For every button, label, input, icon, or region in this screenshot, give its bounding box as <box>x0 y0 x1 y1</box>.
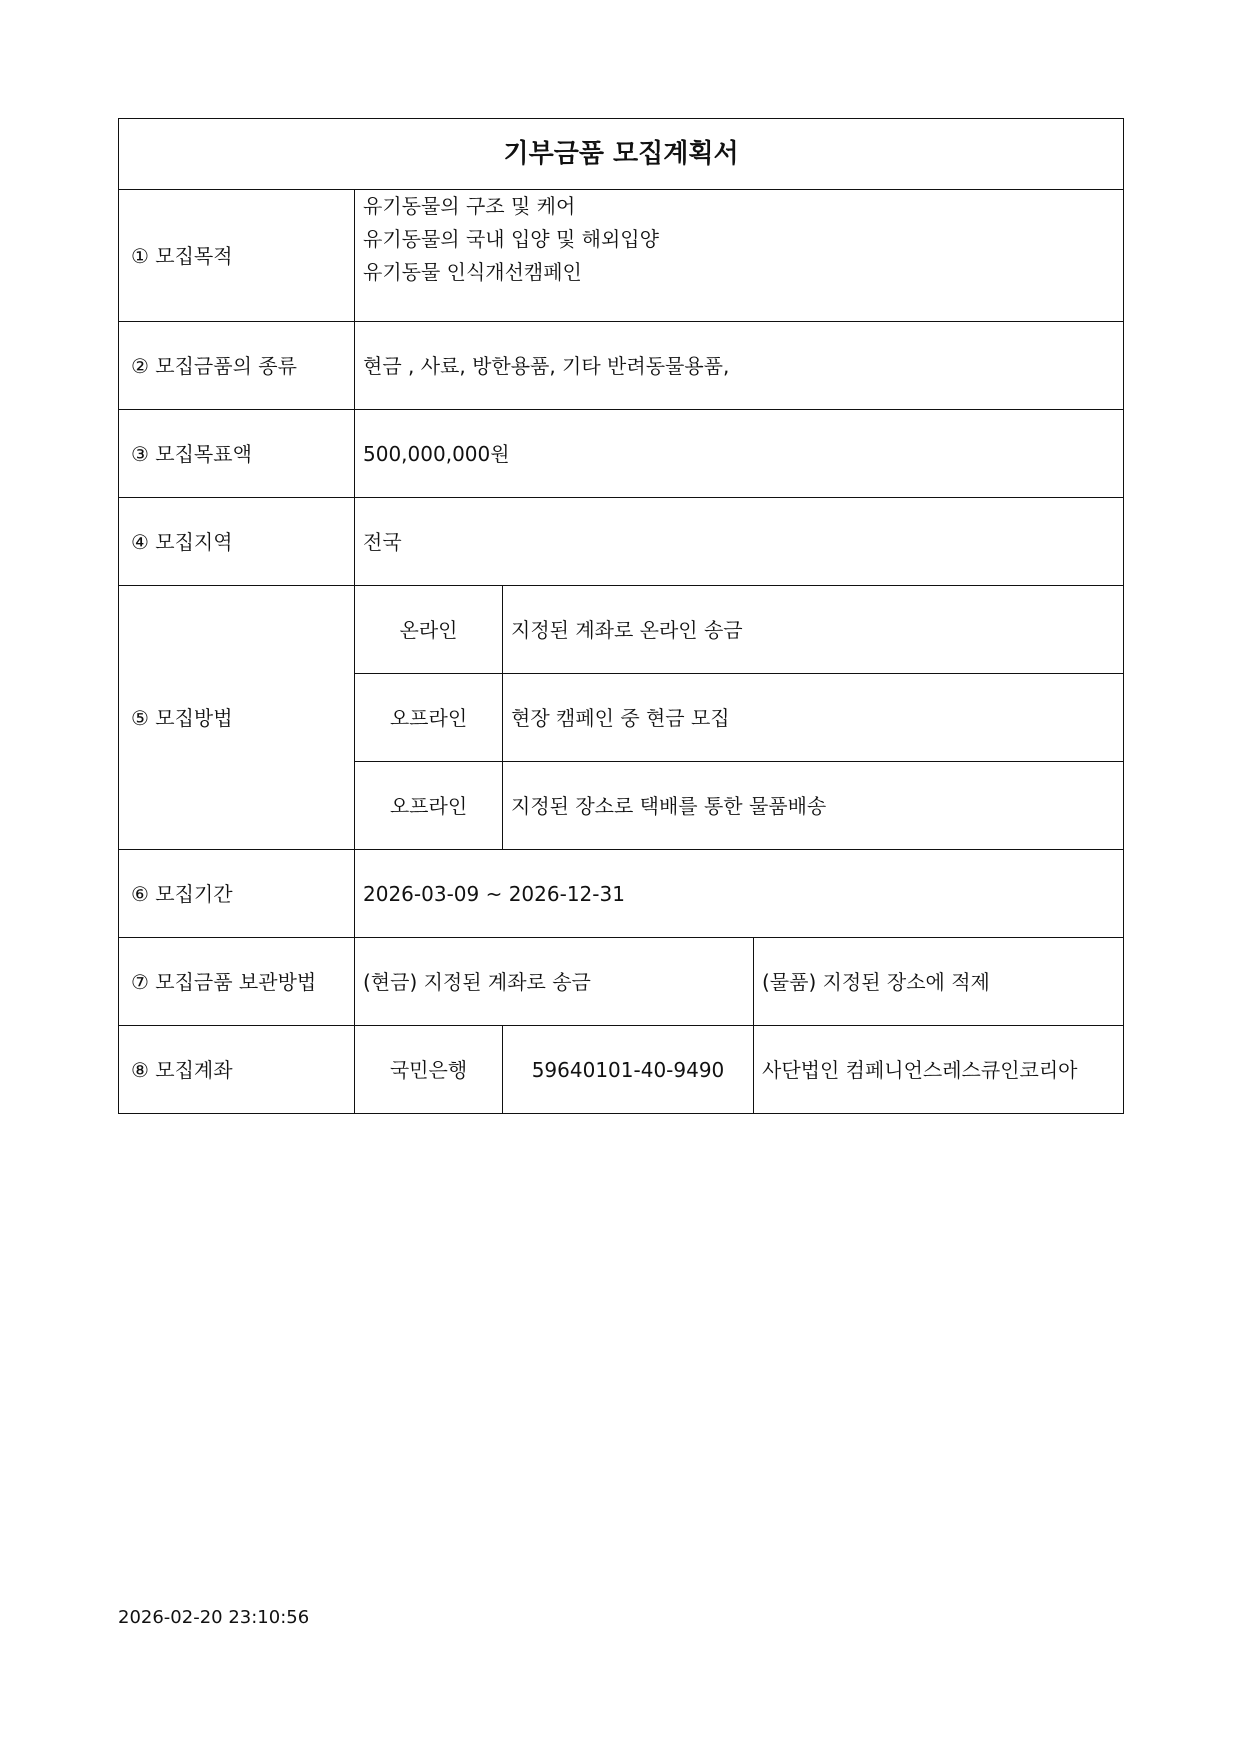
print-timestamp: 2026-02-20 23:10:56 <box>118 1607 310 1628</box>
method-desc: 지정된 장소로 택배를 통한 물품배송 <box>503 762 1124 850</box>
method-label: ⑤ 모집방법 <box>119 586 355 850</box>
region-label: ④ 모집지역 <box>119 498 355 586</box>
donation-types-value: 현금 , 사료, 방한용품, 기타 반려동물용품, <box>355 322 1124 410</box>
method-type: 오프라인 <box>355 762 503 850</box>
method-type: 온라인 <box>355 586 503 674</box>
target-amount-row <box>119 410 1124 498</box>
account-bank: 국민은행 <box>355 1026 503 1114</box>
purpose-line: 유기동물의 국내 입양 및 해외입양 <box>363 227 659 251</box>
donation-types-label: ② 모집금품의 종류 <box>119 322 355 410</box>
region-row <box>119 498 1124 586</box>
donation-plan-table <box>118 118 1124 1114</box>
period-label: ⑥ 모집기간 <box>119 850 355 938</box>
period-row <box>119 850 1124 938</box>
account-holder: 사단법인 컴페니언스레스큐인코리아 <box>754 1026 1124 1114</box>
purpose-row <box>119 190 1124 322</box>
account-number: 59640101-40-9490 <box>503 1026 754 1114</box>
purpose-label: ① 모집목적 <box>119 190 355 322</box>
period-value: 2026-03-09 ~ 2026-12-31 <box>355 850 1124 938</box>
method-desc: 현장 캠페인 중 현금 모집 <box>503 674 1124 762</box>
purpose-line: 유기동물의 구조 및 케어 <box>363 194 576 218</box>
method-desc: 지정된 계좌로 온라인 송금 <box>503 586 1124 674</box>
storage-label: ⑦ 모집금품 보관방법 <box>119 938 355 1026</box>
purpose-line: 유기동물 인식개선캠페인 <box>363 260 582 284</box>
region-value: 전국 <box>355 498 1124 586</box>
target-amount-label: ③ 모집목표액 <box>119 410 355 498</box>
target-amount-value: 500,000,000원 <box>355 410 1124 498</box>
donation-types-row <box>119 322 1124 410</box>
storage-cash: (현금) 지정된 계좌로 송금 <box>355 938 754 1026</box>
method-row <box>119 586 1124 674</box>
method-type: 오프라인 <box>355 674 503 762</box>
account-row <box>119 1026 1124 1114</box>
storage-row <box>119 938 1124 1026</box>
account-label: ⑧ 모집계좌 <box>119 1026 355 1114</box>
storage-goods: (물품) 지정된 장소에 적제 <box>754 938 1124 1026</box>
document-title: 기부금품 모집계획서 <box>119 119 1124 190</box>
purpose-value <box>355 190 1124 322</box>
